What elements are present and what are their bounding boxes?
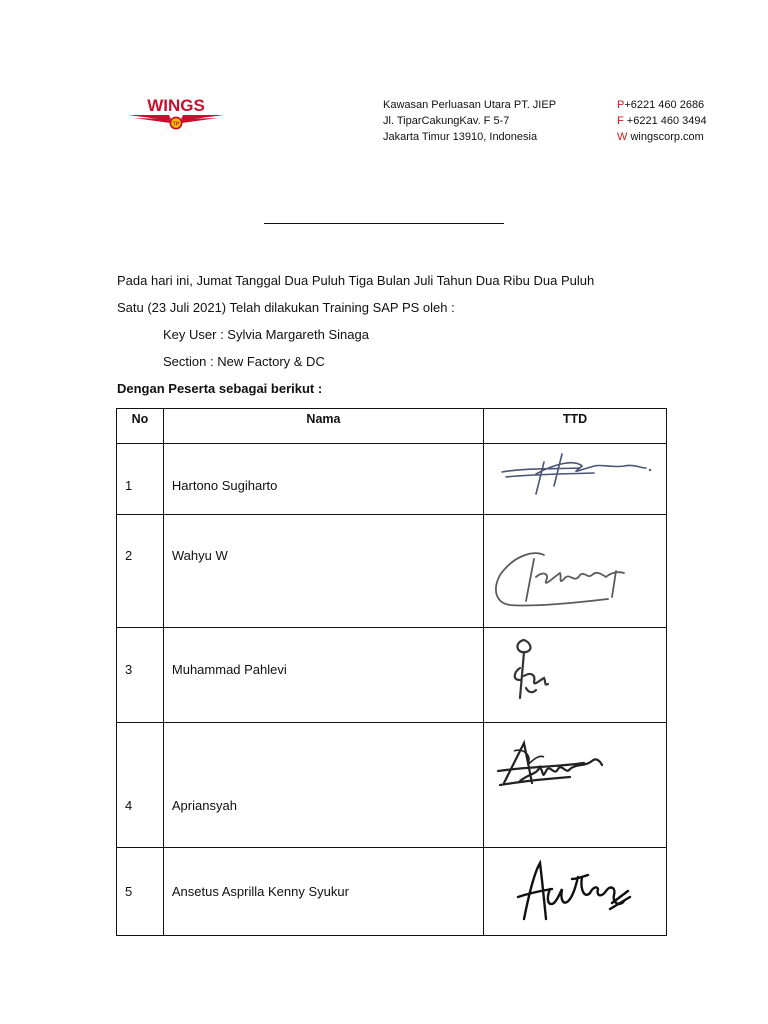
row-name: Apriansyah <box>163 723 483 848</box>
table-row <box>117 444 667 515</box>
row-number: 4 <box>117 723 164 848</box>
row-number: 1 <box>117 444 164 515</box>
contact-prefix: P <box>617 99 625 111</box>
company-contacts <box>617 97 707 145</box>
signature-image <box>484 515 666 627</box>
contact-value: wingscorp.com <box>630 131 704 143</box>
website-line <box>617 129 707 145</box>
signature-image <box>484 628 666 722</box>
row-number: 5 <box>117 848 164 936</box>
wings-logo <box>126 94 226 134</box>
contact-prefix: W <box>617 131 628 143</box>
row-name: Hartono Sugiharto <box>163 444 483 515</box>
intro-line-1: Pada hari ini, Jumat Tanggal Dua Puluh Tiga Bulan Juli Tahun Dua Ribu Dua Puluh <box>117 273 595 288</box>
address-line: Jl. TiparCakungKav. F 5-7 <box>383 115 510 127</box>
attendance-table <box>116 408 667 936</box>
table-row <box>117 628 667 723</box>
signature-cell <box>484 628 667 723</box>
address-line: Kawasan Perluasan Utara PT. JIEP <box>383 99 557 111</box>
fax-line <box>617 113 707 129</box>
address-line: Jakarta Timur 13910, Indonesia <box>383 131 538 143</box>
section-line: Section : New Factory & DC <box>163 354 325 369</box>
contact-value: +6221 460 2686 <box>624 99 705 111</box>
title-underline <box>264 223 504 224</box>
signature-cell <box>484 848 667 936</box>
key-user-line: Key User : Sylvia Margareth Sinaga <box>163 327 369 342</box>
row-name: Ansetus Asprilla Kenny Syukur <box>163 848 483 936</box>
svg-text:TP: TP <box>172 121 180 128</box>
signature-image <box>484 849 666 935</box>
signature-cell <box>484 723 667 848</box>
row-name: Wahyu W <box>163 515 483 628</box>
signature-image <box>484 444 666 514</box>
contact-value: +6221 460 3494 <box>626 115 707 127</box>
signature-cell <box>484 444 667 515</box>
header-no: No <box>117 409 164 444</box>
table-row <box>117 848 667 936</box>
row-number: 2 <box>117 515 164 628</box>
row-name: Muhammad Pahlevi <box>163 628 483 723</box>
participants-heading: Dengan Peserta sebagai berikut : <box>117 381 323 396</box>
header-ttd: TTD <box>484 409 667 444</box>
signature-cell <box>484 515 667 628</box>
company-address <box>383 97 556 145</box>
wings-emblem-icon <box>128 115 224 130</box>
contact-prefix: F <box>617 115 624 127</box>
table-row <box>117 515 667 628</box>
table-row <box>117 723 667 848</box>
signature-image <box>484 723 666 847</box>
row-number: 3 <box>117 628 164 723</box>
table-header-row <box>117 409 667 444</box>
header-nama: Nama <box>163 409 483 444</box>
phone-line <box>617 97 707 113</box>
logo-text: WINGS <box>147 96 205 115</box>
intro-line-2: Satu (23 Juli 2021) Telah dilakukan Training SAP PS oleh : <box>117 300 455 315</box>
